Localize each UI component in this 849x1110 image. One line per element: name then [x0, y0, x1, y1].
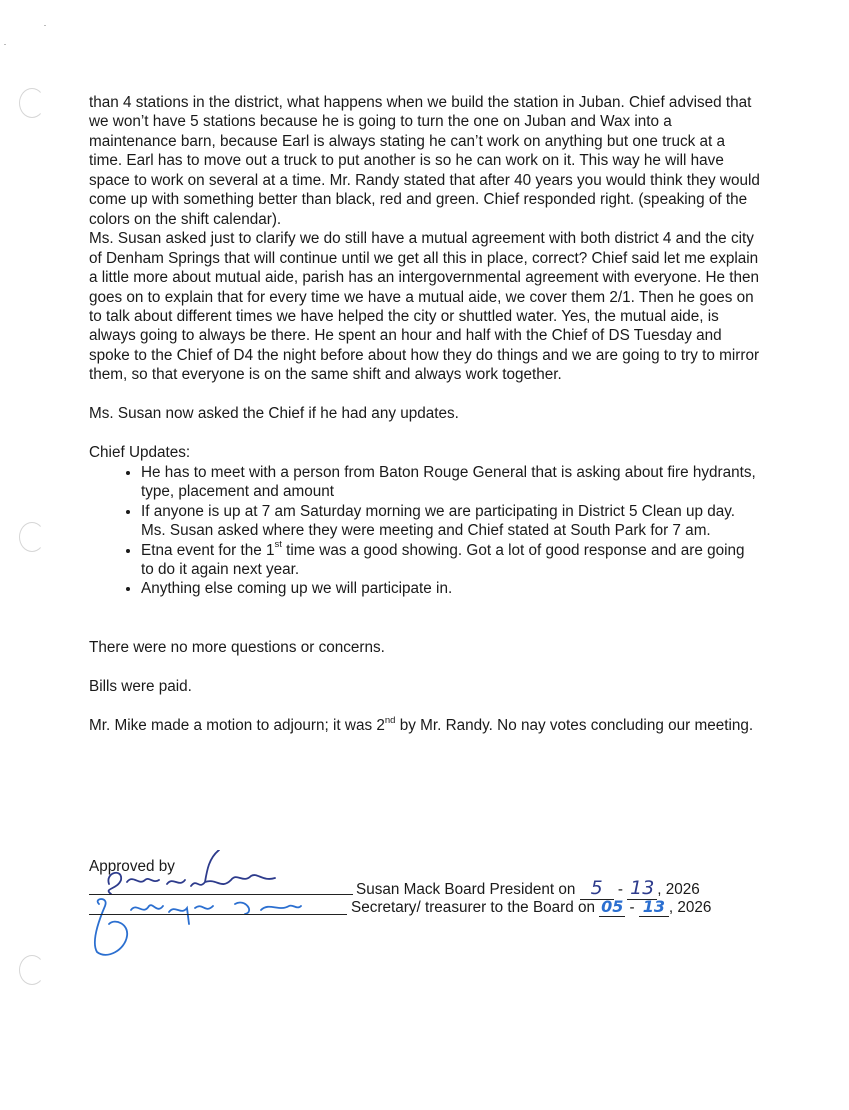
- ordinal-suffix: st: [274, 539, 282, 551]
- punch-hole-mark: [19, 522, 45, 552]
- secretary-signature: [85, 894, 305, 962]
- secretary-day: 13: [639, 897, 669, 917]
- scan-speck: [4, 44, 6, 45]
- president-title: Susan Mack Board President on: [356, 881, 580, 898]
- list-item: • He has to meet with a person from Baton Rouge General that is asking about fire hydrants, type, placement and amount: [141, 463, 761, 502]
- scan-speck: [44, 25, 46, 26]
- paragraph-mutual-aid: Ms. Susan asked just to clarify we do still have a mutual agreement with both district 4 and the city of Denham Springs that will continue until we get all this in place, correct? Chief said let me explain a little more about mutual aide, parish has an intergovernmental agreement with everyone. He then goes on to explain that for every time we have a mutual aide, we cover them 2/1. Then he goes on to talk about different times we have helped the city or shuttled water. Yes, the mutual aide, is always going to always be there. He spent an hour and half with the Chief of DS Tuesday and spoke to the Chief of D4 the night before about how they do things and we are going to try to mirror them, so that everyone is on the same shift and always work together.: [89, 230, 760, 384]
- list-item: • If anyone is up at 7 am Saturday morning we are participating in District 5 Clean up day. Ms. Susan asked where they were meeting and Chief stated at South Park for 7 am.: [141, 502, 761, 541]
- president-day: 13: [627, 877, 657, 900]
- updates-list: [89, 463, 761, 599]
- paragraph-adjourn: [89, 716, 761, 735]
- paragraph-stations: than 4 stations in the district, what happens when we build the station in Juban. Chief advised that we won’t have 5 stations because he is going to turn the one on Juban and Wax into a maintenance barn, because Earl is always stating he can’t work on anything but one truck at a time. Earl has to move out a truck to put another is so he can work on it. This way he will have space to work on several at a time. Mr. Randy stated that after 40 years you would think they would come up with something better than black, red and green. Chief responded right. (speaking of the colors on the shift calendar).: [89, 94, 760, 228]
- paragraph-bills: Bills were paid.: [89, 677, 192, 695]
- signature-line-president: [89, 894, 353, 895]
- punch-hole-mark: [19, 88, 45, 118]
- secretary-approval-line: [351, 897, 711, 917]
- date-separator: -: [613, 881, 628, 898]
- adjourn-text: by Mr. Randy. No nay votes concluding our meeting.: [395, 716, 754, 734]
- approved-by-label: Approved by: [89, 858, 175, 875]
- approval-block: [89, 858, 769, 968]
- president-year: , 2026: [657, 881, 700, 898]
- paragraph-no-questions: There were no more questions or concerns.: [89, 638, 385, 656]
- date-separator: -: [625, 899, 639, 916]
- punch-hole-mark: [19, 955, 45, 985]
- list-item-text: time was a good showing. Got a lot of good response and are going to do it again next year.: [141, 541, 745, 578]
- list-item: • Anything else coming up we will participate in.: [141, 579, 761, 598]
- list-item-text: Etna event for the 1: [141, 541, 275, 559]
- signature-line-secretary: [89, 914, 347, 915]
- secretary-title: Secretary/ treasurer to the Board on: [351, 899, 596, 916]
- list-item: [141, 541, 761, 580]
- adjourn-text: Mr. Mike made a motion to adjourn; it was 2: [89, 716, 385, 734]
- president-month: 5: [580, 877, 614, 900]
- secretary-year: , 2026: [668, 899, 712, 916]
- updates-heading: Chief Updates:: [89, 444, 191, 462]
- paragraph-updates-request: Ms. Susan now asked the Chief if he had any updates.: [89, 405, 459, 423]
- secretary-month: 05: [601, 897, 624, 916]
- ordinal-suffix: nd: [384, 714, 396, 726]
- minutes-body: [89, 93, 761, 735]
